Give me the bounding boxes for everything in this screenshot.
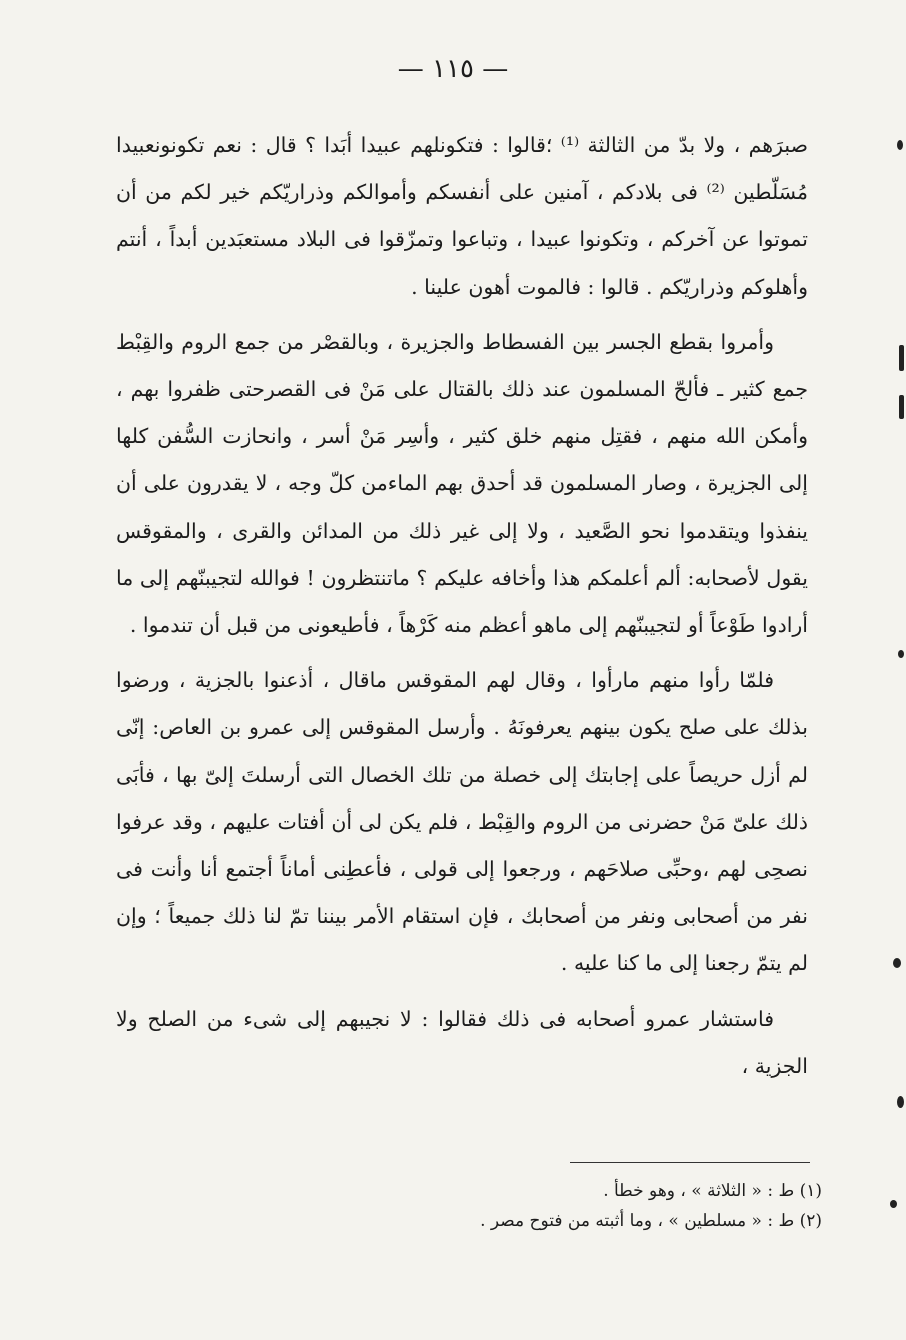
footnote: (٢) ط : « مسلطين » ، وما أثبته من فتوح مصر .	[480, 1211, 822, 1231]
paragraph: صبرَهم ، ولا بدّ من الثالثة ⁽¹⁾ ؛قالوا : فتكونلهم عبيدا أبَدا ؟ قال : نعم تكونونعبيدا مُسَلّطين ⁽²⁾ فى بلادكم ، آمنين على أنفسكم وأموالكم وذراريّكم خير لكم من أن تموتوا عن آخركم ، وتكونوا عبيدا ، وتباعوا وتمزّقوا فى البلاد مستعبَدين أبداً ، أنتم وأهلوكم وذراريّكم . قالوا : فالموت أهون علينا .	[116, 133, 808, 299]
scan-speck	[898, 650, 904, 658]
scan-speck	[899, 345, 904, 371]
scan-speck	[897, 1096, 904, 1108]
page-number: — ١١٥ —	[397, 54, 509, 84]
paragraph: وأمروا بقطع الجسر بين الفسطاط والجزيرة ، وبالقصْر من جمع الروم والقِبْط جمع كثير ـ فألحّ المسلمون عند ذلك بالقتال على مَنْ فى القصرحتى ظفروا بهم ، وأمكن الله منهم ، فقتِل منهم خلق كثير ، وأسِر مَنْ أسر ، وانحازت السُّفن كلها إلى الجزيرة ، وصار المسلمون قد أحدق بهم الماءمن كلّ وجه ، لا يقدرون على أن ينفذوا ويتقدموا نحو الصَّعيد ، ولا إلى غير ذلك من المدائن والقرى ، والمقوقس يقول لأصحابه: ألم أعلمكم هذا وأخافه عليكم ؟ ماتنتظرون ! فوالله لتجيبنّهم إلى ما أرادوا طَوْعاً أو لتجيبنّهم إلى ماهو أعظم منه كَرْهاً ، فأطيعونى من قبل أن تندموا .	[116, 329, 808, 638]
scan-speck	[899, 395, 904, 419]
scan-speck	[890, 1200, 897, 1208]
body-text	[116, 122, 808, 1090]
footnotes	[262, 1176, 822, 1236]
paragraph: فاستشار عمرو أصحابه فى ذلك فقالوا : لا نجيبهم إلى شىء من الصلح ولا الجزية ،	[116, 1006, 808, 1078]
paragraph: فلمّا رأوا منهم مارأوا ، وقال لهم المقوقس ماقال ، أذعنوا بالجزية ، ورضوا بذلك على صلح يكون بينهم يعرفونَهُ . وأرسل المقوقس إلى عمرو بن العاص: إنّى لم أزل حريصاً على إجابتك إلى خصلة من تلك الخصال التى أرسلتَ إلىّ بها ، فأبَى ذلك علىّ مَنْ حضرنى من الروم والقِبْط ، فلم يكن لى أن أفتات عليهم ، وقد عرفوا نصحِى لهم ،وحبِّى صلاحَهم ، ورجعوا إلى قولى ، فأعطِنى أماناً أجتمع أنا وأنت فى نفر من أصحابى ونفر من أصحابك ، فإن استقام الأمر بيننا تمّ لنا ذلك جميعاً ؛ وإن لم يتمّ رجعنا إلى ما كنا عليه .	[116, 668, 808, 976]
footnote: (١) ط : « الثلاثة » ، وهو خطأ .	[603, 1181, 822, 1201]
footnote-divider	[570, 1162, 810, 1163]
scan-speck	[893, 958, 901, 968]
scan-speck	[897, 140, 903, 150]
